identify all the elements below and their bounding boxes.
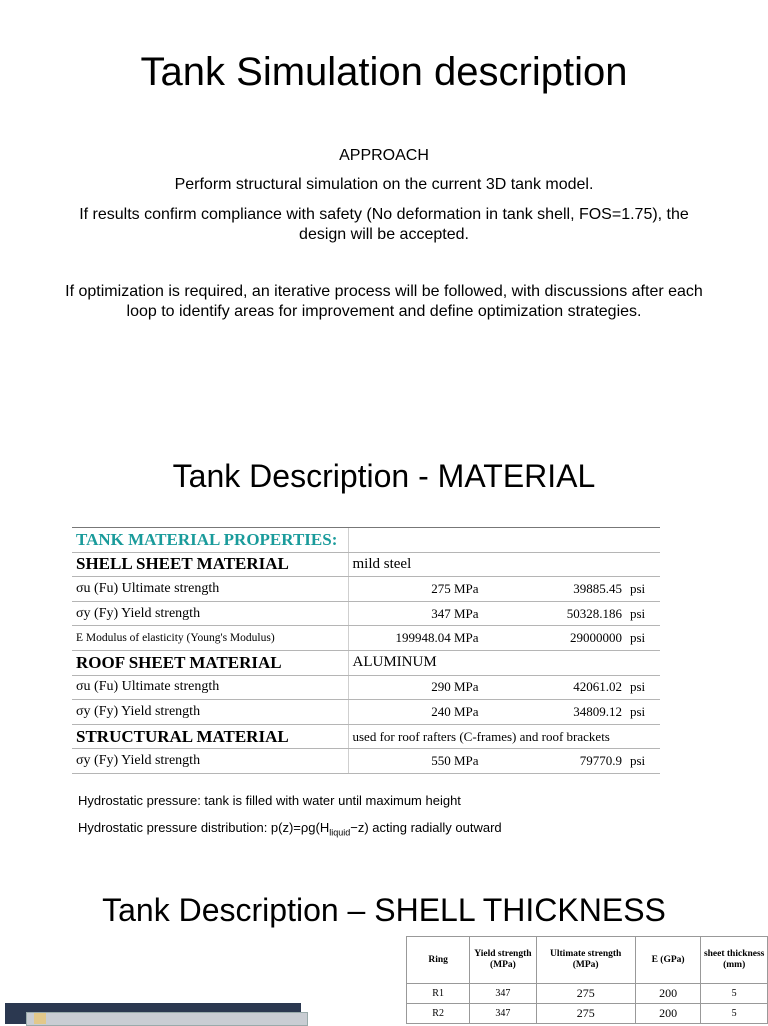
mpa-cell [348, 675, 496, 700]
mpa-cell [348, 700, 496, 725]
column-header: Ultimate strength (MPa) [536, 937, 635, 984]
property-label: σy (Fy) Yield strength [72, 749, 348, 774]
psi-value: 29000000 [496, 626, 626, 651]
approach-line-1: Perform structural simulation on the current 3D tank model. [174, 176, 594, 193]
mpa-value: 240 [431, 703, 451, 719]
mpa-cell [348, 601, 496, 626]
table-row [72, 552, 660, 577]
table-cell: R1 [407, 984, 470, 1004]
psi-unit: psi [626, 700, 660, 725]
mpa-unit: MPa [454, 580, 479, 596]
column-header: sheet thickness (mm) [701, 937, 768, 984]
mpa-cell [348, 626, 496, 651]
mpa-unit: MPa [454, 630, 479, 646]
psi-value: 50328.186 [496, 601, 626, 626]
table-row [72, 650, 660, 675]
psi-unit: psi [626, 675, 660, 700]
property-label: σy (Fy) Yield strength [72, 700, 348, 725]
psi-unit: psi [626, 626, 660, 651]
mpa-cell [348, 577, 496, 602]
mpa-value: 347 [431, 605, 451, 621]
table-title: TANK MATERIAL PROPERTIES: [72, 528, 348, 553]
thickness-section-title: Tank Description – SHELL THICKNESS [102, 892, 666, 928]
property-label: E Modulus of elasticity (Young's Modulus) [72, 626, 348, 651]
mpa-unit: MPa [454, 753, 479, 769]
section-material: ALUMINUM [348, 650, 660, 675]
table-header-row [72, 528, 660, 553]
material-section-title: Tank Description - MATERIAL [172, 458, 596, 494]
approach-line-3: If optimization is required, an iterative process will be followed, with discussions after each loop to identify areas for improvement and define optimization strategies. [65, 283, 703, 320]
mpa-value: 199948.04 [395, 630, 451, 646]
table-cell: 5 [701, 1004, 768, 1024]
pressure-distribution-note: Hydrostatic pressure distribution: $p(z)=\rho g(H_{liquid}-z)$ acting radially outward [78, 820, 502, 838]
approach-heading: APPROACH [339, 147, 429, 164]
table-cell: 200 [635, 984, 700, 1004]
page-title: Tank Simulation description [140, 50, 628, 94]
mpa-value: 290 [431, 679, 451, 695]
shell-thickness-table [406, 936, 768, 1024]
table-row [72, 749, 660, 774]
table-row [407, 984, 768, 1004]
table-cell: 275 [536, 984, 635, 1004]
section-material: mild steel [348, 552, 660, 577]
table-row [72, 626, 660, 651]
material-properties-table [72, 527, 660, 774]
mpa-unit: MPa [454, 605, 479, 621]
table-row [72, 601, 660, 626]
table-header-row [407, 937, 768, 984]
mpa-value: 550 [431, 753, 451, 769]
section-material: used for roof rafters (C-frames) and roof brackets [348, 724, 660, 749]
psi-unit: psi [626, 601, 660, 626]
table-cell: 347 [470, 984, 536, 1004]
property-label: σu (Fu) Ultimate strength [72, 577, 348, 602]
hydrostatic-note: Hydrostatic pressure: tank is filled with water until maximum height [78, 793, 461, 808]
table-cell: 347 [470, 1004, 536, 1024]
psi-value: 39885.45 [496, 577, 626, 602]
column-header: Yield strength (MPa) [470, 937, 536, 984]
mpa-value: 275 [431, 580, 451, 596]
tank-model-edge [34, 1013, 46, 1024]
column-header: E (GPa) [635, 937, 700, 984]
approach-line-2: If results confirm compliance with safety (No deformation in tank shell, FOS=1.75), the design will be accepted. [79, 206, 689, 243]
table-cell: R2 [407, 1004, 470, 1024]
table-row [72, 675, 660, 700]
table-row [72, 724, 660, 749]
property-label: σy (Fy) Yield strength [72, 601, 348, 626]
table-row [72, 700, 660, 725]
property-label: σu (Fu) Ultimate strength [72, 675, 348, 700]
mpa-unit: MPa [454, 679, 479, 695]
table-cell: 5 [701, 984, 768, 1004]
table-row [72, 577, 660, 602]
psi-unit: psi [626, 577, 660, 602]
mpa-unit: MPa [454, 703, 479, 719]
table-row [407, 1004, 768, 1024]
psi-unit: psi [626, 749, 660, 774]
mpa-cell [348, 749, 496, 774]
psi-value: 42061.02 [496, 675, 626, 700]
section-label: SHELL SHEET MATERIAL [72, 552, 348, 577]
section-label: STRUCTURAL MATERIAL [72, 724, 348, 749]
table-cell: 200 [635, 1004, 700, 1024]
table-cell: 275 [536, 1004, 635, 1024]
column-header: Ring [407, 937, 470, 984]
psi-value: 34809.12 [496, 700, 626, 725]
psi-value: 79770.9 [496, 749, 626, 774]
section-label: ROOF SHEET MATERIAL [72, 650, 348, 675]
